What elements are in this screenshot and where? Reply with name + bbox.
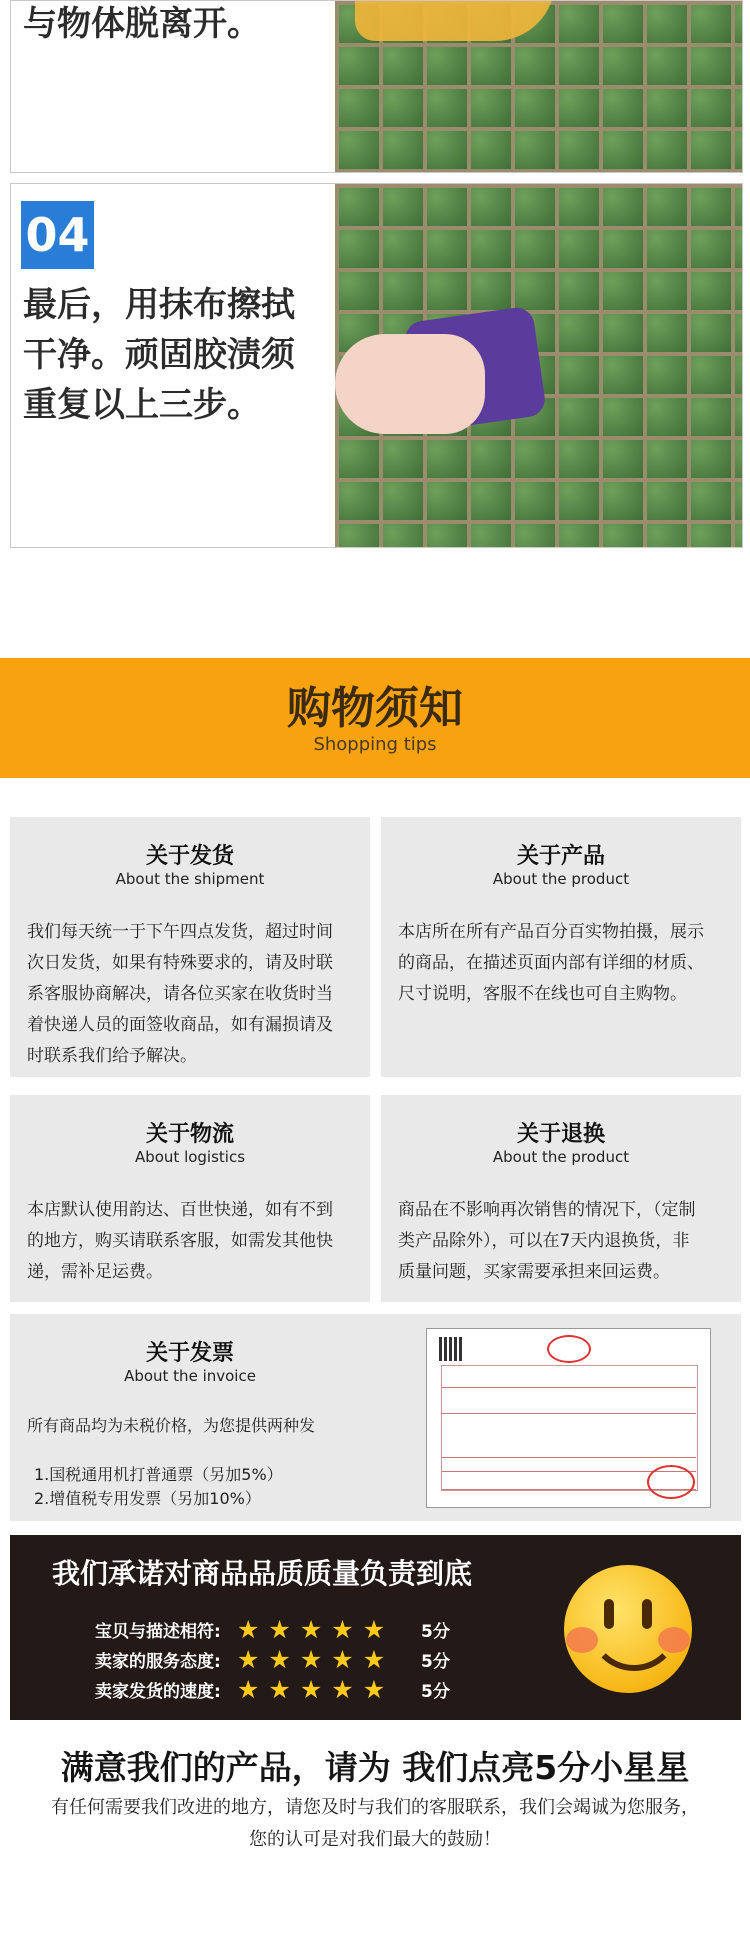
card-subtitle: About the invoice [124,1367,256,1385]
star-icon: ★ [331,1614,354,1644]
star-icon: ★ [268,1644,291,1674]
contact-line: 您的认可是对我们最大的鼓励！ [249,1829,501,1850]
step-text [23,280,295,430]
card-title: 关于发票 [145,1341,234,1366]
shopping-tips-banner [0,658,750,778]
card-product [381,817,741,1077]
step-card-3 [10,0,743,173]
rating-score: 5分 [421,1651,450,1672]
rating-stars [237,1674,413,1704]
card-line: 本店所在所有产品百分百实物拍摄，展示 [398,922,704,942]
star-icon: ★ [362,1644,386,1674]
invoice-options [34,1463,283,1511]
step-number-badge: 04 [21,201,94,269]
card-body [27,1410,371,1441]
rating-row [95,1615,450,1643]
star-icon: ★ [237,1644,260,1674]
glove-image [355,1,555,41]
contact-text [10,1792,740,1856]
card-title: 关于发货 [145,844,234,869]
card-title: 关于退换 [516,1122,605,1147]
card-body [398,1195,727,1288]
card-line: 的地方，购买请联系客服，如需发其他快 [27,1231,333,1251]
card-subtitle: About logistics [134,1148,246,1166]
star-icon: ★ [299,1614,323,1644]
invoice-option: 2.增值税专用发票（另加10%） [34,1489,261,1508]
card-line: 系客服协商解决，请各位买家在收货时当 [27,984,333,1004]
banner-subtitle: Shopping tips [313,734,437,755]
star-icon: ★ [268,1674,291,1704]
card-body [27,1195,356,1288]
card-line: 着快递人员的面签收商品，如有漏损请及 [27,1015,333,1035]
promise-heading: 我们承诺对商品品质质量负责到底 [52,1557,473,1590]
stamp-icon [647,1465,695,1499]
banner-title: 购物须知 [287,683,463,734]
quality-promise-panel [10,1535,741,1720]
rating-stars [237,1644,413,1674]
invoice-intro: 所有商品均为未税价格，为您提供两种发 [27,1416,316,1435]
card-line: 本店默认使用韵达、百世快递，如有不到 [27,1200,333,1220]
card-line: 商品在不影响再次销售的情况下，（定制 [398,1200,696,1220]
star-icon: ★ [237,1614,260,1644]
card-shipment [10,817,370,1077]
card-body [398,917,727,1010]
rating-label: 卖家发货的速度: [95,1681,221,1702]
card-subtitle: About the product [492,1148,630,1166]
rating-label: 宝贝与描述相符: [95,1621,221,1642]
rating-stars [237,1614,413,1644]
satisfaction-heading: 满意我们的产品，请为 我们点亮5分小星星 [60,1748,690,1787]
card-line: 类产品除外），可以在7天内退换货，非 [398,1231,690,1251]
step-line: 干净。顽固胶渍须 [23,335,295,375]
card-title: 关于物流 [145,1122,234,1147]
step-line: 最后，用抹布擦拭 [23,285,295,325]
card-subtitle: About the product [492,870,630,888]
card-line: 我们每天统一于下午四点发货，超过时间 [27,922,333,942]
qr-code-icon [439,1337,463,1361]
card-line: 质量问题，买家需要承担来回运费。 [398,1262,670,1282]
star-icon: ★ [331,1674,354,1704]
rating-score: 5分 [421,1621,450,1642]
rating-score: 5分 [421,1681,450,1702]
stamp-icon [547,1335,591,1363]
step-text: 与物体脱离开。 [23,4,261,44]
hand-image [335,334,485,434]
card-line: 时联系我们给予解决。 [27,1046,197,1066]
invoice-sample-image [426,1328,711,1508]
tile-photo [335,1,742,172]
card-subtitle: About the shipment [115,870,265,888]
card-logistics [10,1095,370,1302]
star-icon: ★ [331,1644,354,1674]
card-line: 次日发货，如果有特殊要求的，请及时联 [27,953,333,973]
star-icon: ★ [237,1674,260,1704]
rating-row [95,1675,450,1703]
card-title: 关于产品 [516,844,605,869]
star-icon: ★ [268,1614,291,1644]
card-line: 递，需补足运费。 [27,1262,163,1282]
star-icon: ★ [362,1614,386,1644]
card-line: 的商品，在描述页面内部有详细的材质、 [398,953,704,973]
contact-line: 有任何需要我们改进的地方，请您及时与我们的客服联系，我们会竭诚为您服务， [51,1797,699,1818]
star-icon: ★ [299,1674,323,1704]
star-icon: ★ [299,1644,323,1674]
star-icon: ★ [362,1674,386,1704]
tile-photo [335,184,742,547]
card-returns [381,1095,741,1302]
step-card-4 [10,183,743,548]
invoice-option: 1.国税通用机打普通票（另加5%） [34,1465,283,1484]
smiley-face-icon [564,1565,692,1693]
card-body [27,917,356,1072]
card-invoice [10,1314,741,1521]
card-line: 尺寸说明，客服不在线也可自主购物。 [398,984,687,1004]
step-line: 重复以上三步。 [23,385,261,425]
rating-label: 卖家的服务态度: [95,1651,221,1672]
rating-row [95,1645,450,1673]
